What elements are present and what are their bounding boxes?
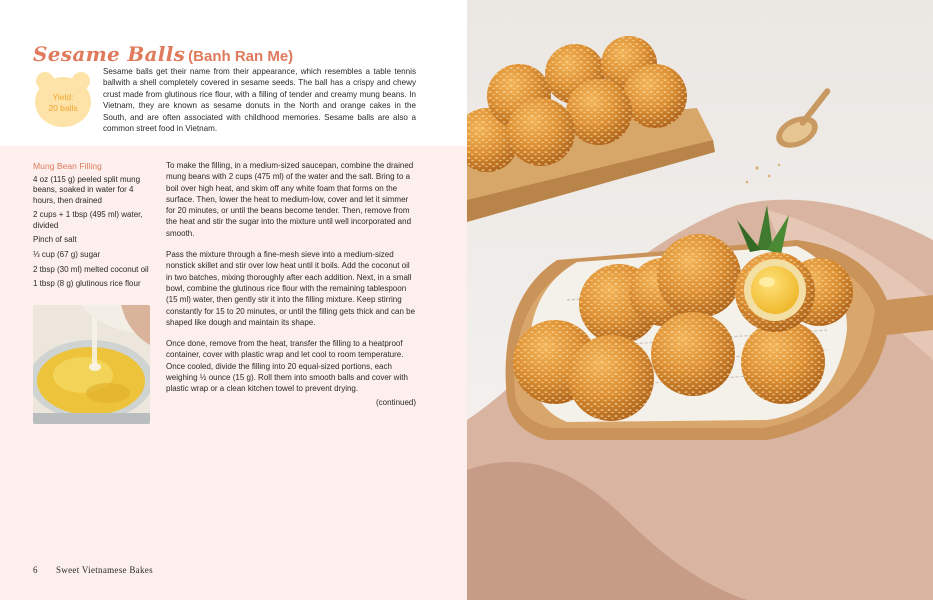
ingredient-item: 1 tbsp (8 g) glutinous rice flour — [33, 279, 141, 289]
step-paragraph: Pass the mixture through a fine-mesh sieve into a medium-sized nonstick skillet and stir over low heat until it boils. Add the coconut oil in two batches, mixing thoroughly after each addition. Next, in a small bowl, combine the glutinous rice flour with the remaining tablespoon (15 ml) water, then gently stir it into the filling mixture. Keep stirring constantly for 15 to 20 minutes, or until the filling gets thick and can be shaped like dough and maintain its shape. — [166, 250, 416, 327]
sesame-balls-photo — [467, 0, 933, 600]
recipe-steps — [166, 160, 417, 405]
ingredient-item: 4 oz (115 g) peeled split mung beans, soaked in water for 4 hours, then drained — [33, 175, 141, 205]
recipe-intro: Sesame balls get their name from their appearance, which resembles a table tennis ballwith a shell completely covered in sesame seeds. The ball has a crispy and chewy crust made from glutinous rice flour, with a filling of tender and creamy mung beans. In Vietnam, they are known as sesame donuts in the North and orange cakes in the South, and are often associated with childhood memories. Sesame balls are also a common street food in Vietnam. — [103, 67, 416, 134]
ingredient-item: ⅓ cup (67 g) sugar — [33, 249, 101, 259]
recipe-title-script: Sesame Balls — [33, 42, 186, 66]
recipe-title — [33, 32, 293, 69]
yield-text — [33, 92, 93, 114]
step-paragraph: To make the filling, in a medium-sized saucepan, combine the drained mung beans with 2 cups (475 ml) of the water and the salt. Bring to a boil over high heat, and skim off any white foam that forms on the surface. Then, lower the heat to medium-low, cover and let it simmer for 20 minutes, or until the beans become tender. Then, remove from the heat and stir the sugar into the mixture until well incorporated and smooth. — [166, 161, 414, 238]
yield-label: Yield: — [52, 92, 74, 102]
pouring-mixture-photo — [33, 305, 150, 424]
page-number: 6 — [33, 565, 38, 575]
step-paragraph: Once done, remove from the heat, transfer the filling to a heatproof container, cover with plastic wrap and let cool to room temperature. Once cooled, divide the filling into 20 equal-sized portions, each weighing ½ ounce (15 g). Roll them into smooth balls and cover with plastic wrap or a clean kitchen towel to prevent drying. — [166, 339, 408, 394]
continued-note: (continued) — [376, 398, 417, 407]
recipe-title-subtitle: (Banh Ran Me) — [188, 48, 294, 65]
ingredient-list — [33, 175, 153, 294]
ingredient-item: Pinch of salt — [33, 235, 77, 245]
ingredient-item: 2 tbsp (30 ml) melted coconut oil — [33, 264, 149, 274]
book-title-footer: Sweet Vietnamese Bakes — [56, 565, 153, 575]
yield-value: 20 balls — [48, 103, 78, 113]
ingredient-item: 2 cups + 1 tbsp (495 ml) water, divided — [33, 210, 143, 230]
ingredients-heading: Mung Bean Filling — [33, 161, 102, 171]
yield-badge — [33, 70, 93, 128]
